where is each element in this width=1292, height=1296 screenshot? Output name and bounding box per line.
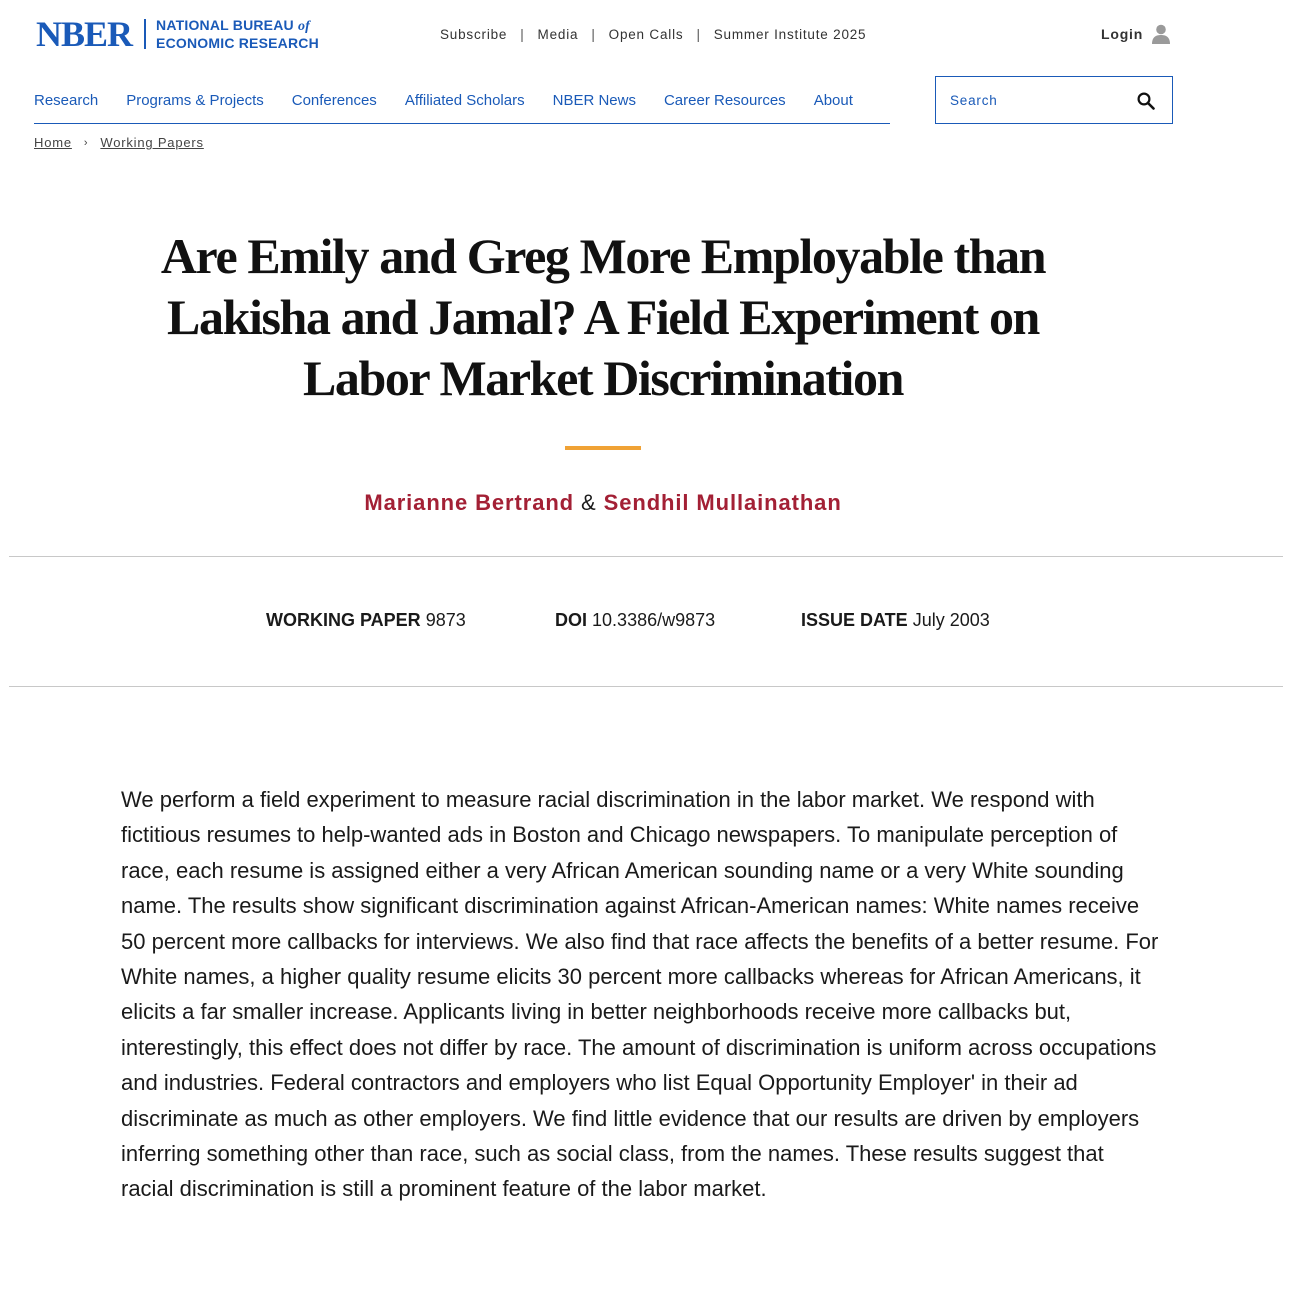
- divider: [9, 686, 1283, 687]
- nav-research[interactable]: Research: [34, 92, 99, 109]
- utility-divider: |: [696, 27, 701, 42]
- utility-link-summer-institute[interactable]: Summer Institute 2025: [713, 27, 867, 42]
- logo-wordmark: [156, 17, 319, 51]
- utility-divider: |: [591, 27, 596, 42]
- main-nav: [34, 88, 890, 124]
- utility-link-open-calls[interactable]: Open Calls: [608, 27, 684, 42]
- meta-working-paper: [266, 610, 466, 631]
- nber-logo[interactable]: [36, 16, 319, 52]
- meta-value: 9873: [425, 610, 466, 630]
- meta-label: ISSUE DATE: [801, 610, 908, 630]
- nav-about[interactable]: About: [813, 92, 853, 109]
- author-joiner: &: [581, 490, 597, 515]
- breadcrumb-home[interactable]: Home: [34, 135, 72, 150]
- logo-line-1: NATIONAL BUREAU: [156, 17, 294, 33]
- meta-label: DOI: [555, 610, 588, 630]
- meta-issue-date: [801, 610, 990, 631]
- search-box: [935, 76, 1173, 124]
- doi-link[interactable]: 10.3386/w9873: [592, 610, 716, 630]
- logo-mark: NBER: [36, 14, 133, 54]
- user-icon: [1152, 24, 1170, 44]
- meta-value: July 2003: [912, 610, 990, 630]
- logo-line-2: ECONOMIC RESEARCH: [156, 35, 319, 51]
- nav-nber-news[interactable]: NBER News: [552, 92, 636, 109]
- utility-link-media[interactable]: Media: [537, 27, 579, 42]
- search-icon[interactable]: [1137, 92, 1155, 110]
- search-input[interactable]: [950, 80, 1140, 120]
- utility-link-subscribe[interactable]: Subscribe: [440, 27, 508, 42]
- meta-doi: [555, 610, 715, 631]
- nav-conferences[interactable]: Conferences: [291, 92, 377, 109]
- breadcrumb-working-papers[interactable]: Working Papers: [100, 135, 204, 150]
- logo-divider: [144, 19, 146, 49]
- nav-affiliated-scholars[interactable]: Affiliated Scholars: [404, 92, 525, 109]
- utility-nav: [440, 27, 866, 42]
- page-title: Are Emily and Greg More Employable than Lakisha and Jamal? A Field Experiment on Labor Market Discrimination: [160, 228, 1046, 406]
- nav-career-resources[interactable]: Career Resources: [663, 92, 786, 109]
- divider: [9, 556, 1283, 557]
- nav-programs-projects[interactable]: Programs & Projects: [126, 92, 264, 109]
- abstract: We perform a field experiment to measure racial discrimination in the labor market. We respond with fictitious resumes to help-wanted ads in Boston and Chicago newspapers. To manipulate perception of race, each resume is assigned either a very African American sounding name or a very White sounding name. The results show significant discrimination against African-American names: White names receive 50 percent more callbacks for interviews. We also find that race affects the benefits of a better resume. For White names, a higher quality resume elicits 30 percent more callbacks whereas for African Americans, it elicits a far smaller increase. Applicants living in better neighborhoods receive more callbacks but, interestingly, this effect does not differ by race. The amount of discrimination is uniform across occupations and industries. Federal contractors and employers who list Equal Opportunity Employer' in their ad discriminate as much as other employers. We find little evidence that our results are driven by employers inferring something other than race, such as social class, from the names. These results suggest that racial discrimination is still a prominent feature of the labor market.: [121, 787, 1159, 1202]
- chevron-right-icon: ›: [83, 136, 89, 149]
- logo-line-1-of: of: [297, 19, 310, 34]
- title-accent-bar: [565, 446, 641, 450]
- author-link[interactable]: Marianne Bertrand: [364, 490, 575, 515]
- author-list: [0, 490, 1206, 516]
- utility-divider: |: [520, 27, 525, 42]
- login-button[interactable]: [1101, 24, 1170, 44]
- breadcrumb: [34, 135, 204, 150]
- author-link[interactable]: Sendhil Mullainathan: [603, 490, 842, 515]
- top-bar: [0, 0, 1292, 70]
- meta-label: WORKING PAPER: [266, 610, 421, 630]
- login-label: Login: [1101, 26, 1144, 42]
